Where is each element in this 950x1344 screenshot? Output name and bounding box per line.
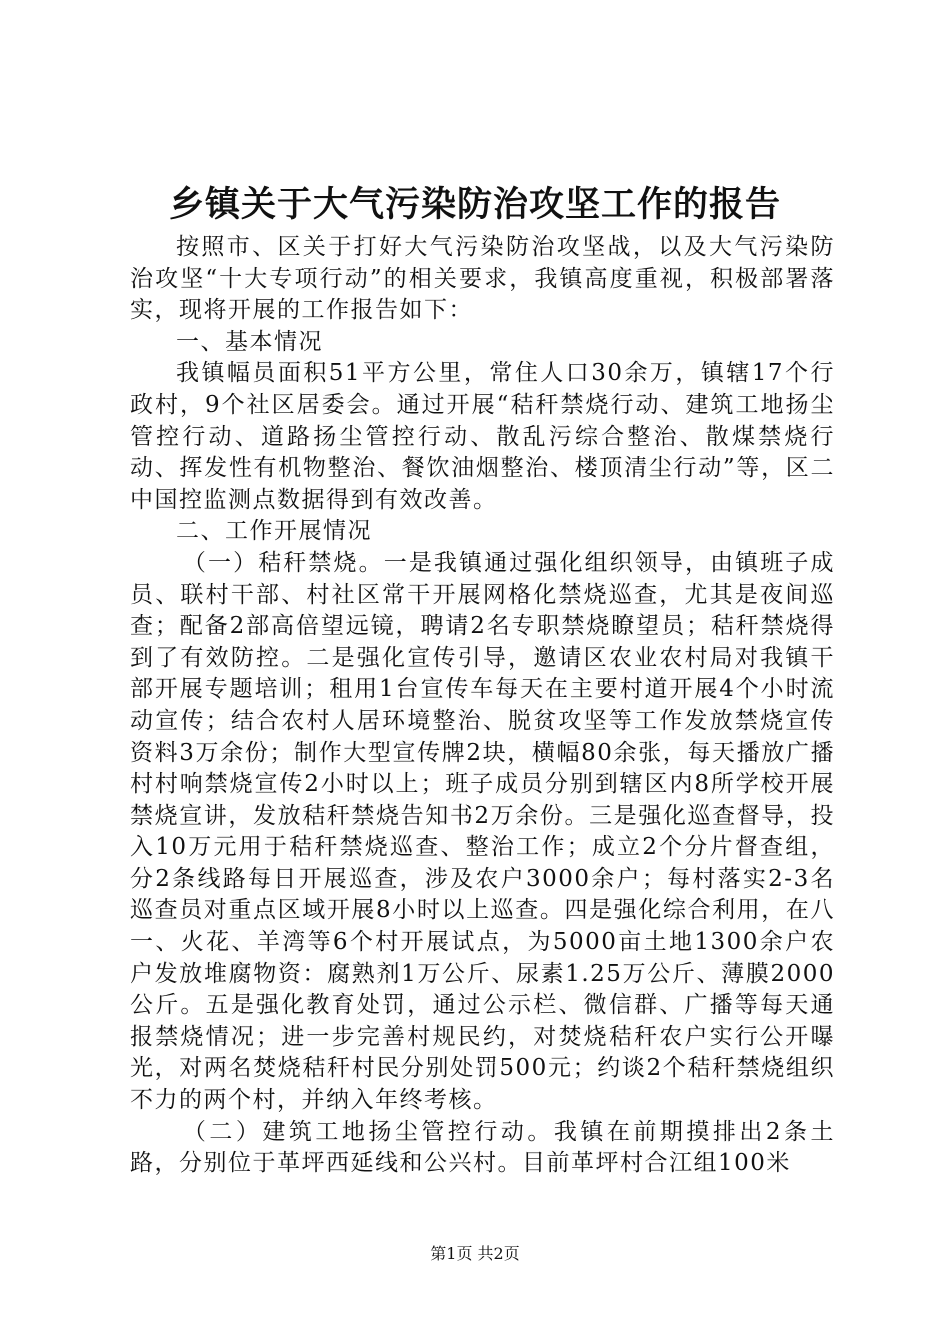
document-body — [130, 232, 835, 1180]
page-number: 第1页 共2页 — [430, 1244, 520, 1263]
document-title: 乡镇关于大气污染防治攻坚工作的报告 — [168, 184, 781, 225]
straw-burning-paragraph: （一）秸秆禁烧。一是我镇通过强化组织领导，由镇班子成员、联村干部、村社区常干开展网格化禁烧巡查，尤其是夜间巡查；配备2部高倍望远镜，聘请2名专职禁烧瞭望员；秸秆禁烧得到了有效防控。二是强化宣传引导，邀请区农业农村局对我镇干部开展专题培训；租用1台宣传车每天在主要村道开展4个小时流动宣传；结合农村人居环境整治、脱贫攻坚等工作发放禁烧宣传资料3万余份；制作大型宣传牌2块，横幅80余张，每天播放广播村村响禁烧宣传2小时以上；班子成员分别到辖区内8所学校开展禁烧宣讲，发放秸秆禁烧告知书2万余份。三是强化巡查督导，投入10万元用于秸秆禁烧巡查、整治工作；成立2个分片督查组，分2条线路每日开展巡查，涉及农户3000余户；每村落实2-3名巡查员对重点区域开展8小时以上巡查。四是强化综合利用，在八一、火花、羊湾等6个村开展试点，为5000亩土地1300余户农户发放堆腐物资：腐熟剂1万公斤、尿素1.25万公斤、薄膜2000公斤。五是强化教育处罚，通过公示栏、微信群、广播等每天通报禁烧情况；进一步完善村规民约，对焚烧秸秆农户实行公开曝光，对两名焚烧秸秆村民分别处罚500元；约谈2个秸秆禁烧组织不力的两个村，并纳入年终考核。 — [130, 549, 835, 1114]
page-footer — [0, 1244, 950, 1264]
section-heading-work: 二、工作开展情况 — [176, 518, 372, 545]
construction-dust-paragraph: （二）建筑工地扬尘管控行动。我镇在前期摸排出2条土路，分别位于革坪西延线和公兴村。目前革坪村合江组100米 — [130, 1118, 835, 1177]
section-heading-basic: 一、基本情况 — [176, 328, 323, 355]
intro-paragraph: 按照市、区关于打好大气污染防治攻坚战，以及大气污染防治攻坚“十大专项行动”的相关要求，我镇高度重视，积极部署落实，现将开展的工作报告如下： — [130, 234, 835, 324]
basic-info-paragraph: 我镇幅员面积51平方公里，常住人口30余万，镇辖17个行政村，9个社区居委会。通过开展“秸秆禁烧行动、建筑工地扬尘管控行动、道路扬尘管控行动、散乱污综合整治、散煤禁烧行动、挥发性有机物整治、餐饮油烟整治、楼顶清尘行动”等，区二中国控监测点数据得到有效改善。 — [130, 360, 835, 513]
